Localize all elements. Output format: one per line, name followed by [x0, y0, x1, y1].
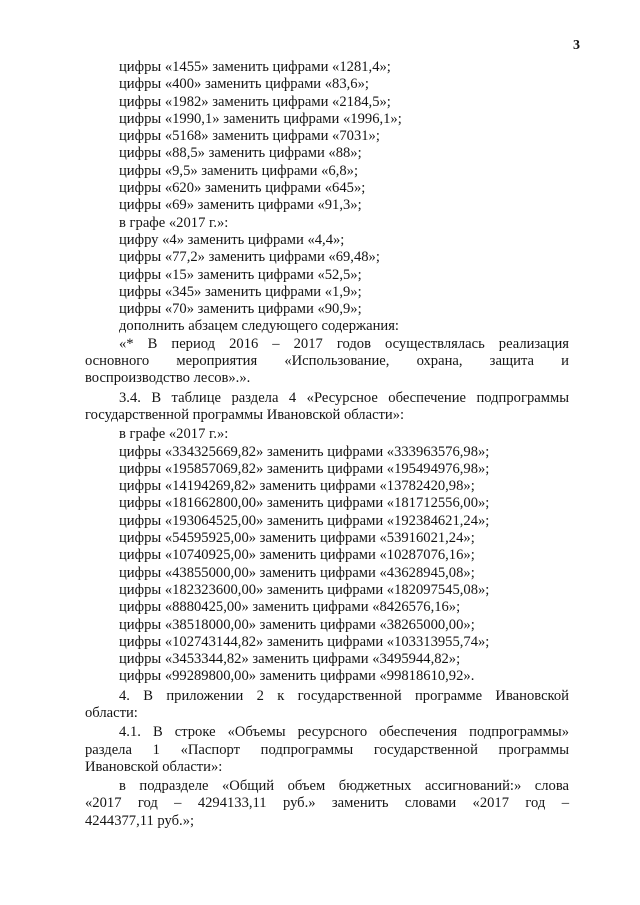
section-3-4-heading [85, 390, 569, 425]
text-line: цифры «1990,1» заменить цифрами «1996,1»; [119, 110, 402, 127]
text-line: «* В период 2016 – 2017 годов осуществлялась реализация [119, 335, 569, 352]
section-4-heading [85, 688, 569, 723]
text-line: цифры «195857069,82» заменить цифрами «195494976,98»; [119, 460, 490, 477]
text-line: основного мероприятия «Использование, охрана, защита и [85, 353, 569, 370]
page-number: 3 [573, 38, 580, 53]
text-line: 4244377,11 руб.»; [85, 812, 195, 829]
text-line: цифры «99289800,00» заменить цифрами «99818610,92». [119, 668, 475, 685]
text-line: цифры «1982» заменить цифрами «2184,5»; [119, 93, 391, 110]
text-line: области: [85, 704, 138, 721]
text-line: цифры «15» заменить цифрами «52,5»; [119, 266, 362, 283]
text-line: цифры «345» заменить цифрами «1,9»; [119, 283, 362, 300]
text-line: раздела 1 «Паспорт подпрограммы государственной программы [85, 741, 569, 758]
text-line: цифры «38518000,00» заменить цифрами «38265000,00»; [119, 616, 475, 633]
text-line: цифры «400» заменить цифрами «83,6»; [119, 76, 369, 93]
text-line: цифры «10740925,00» заменить цифрами «10287076,16»; [119, 547, 475, 564]
text-line: цифры «3453344,82» заменить цифрами «3495944,82»; [119, 651, 461, 668]
text-line: цифры «14194269,82» заменить цифрами «13782420,98»; [119, 478, 475, 495]
subsection-paragraph [85, 778, 569, 830]
text-line: цифры «334325669,82» заменить цифрами «333963576,98»; [119, 443, 490, 460]
text-line: цифру «4» заменить цифрами «4,4»; [119, 231, 345, 248]
text-line: цифры «70» заменить цифрами «90,9»; [119, 301, 362, 318]
text-line: 3.4. В таблице раздела 4 «Ресурсное обеспечение подпрограммы [119, 389, 569, 406]
text-line: цифры «620» заменить цифрами «645»; [119, 180, 366, 197]
text-line: в графе «2017 г.»: [119, 426, 229, 443]
text-line: 4. В приложении 2 к государственной программе Ивановской [119, 687, 569, 704]
text-line: цифры «9,5» заменить цифрами «6,8»; [119, 162, 359, 179]
text-line: государственной программы Ивановской области»: [85, 406, 405, 423]
text-line: цифры «181662800,00» заменить цифрами «181712556,00»; [119, 495, 490, 512]
text-line: цифры «69» заменить цифрами «91,3»; [119, 197, 362, 214]
text-line: цифры «1455» заменить цифрами «1281,4»; [119, 59, 391, 75]
text-line: в графе «2017 г.»: [119, 214, 229, 231]
text-line: цифры «8880425,00» заменить цифрами «8426576,16»; [119, 599, 461, 616]
text-line: цифры «102743144,82» заменить цифрами «103313955,74»; [119, 633, 490, 650]
text-line: цифры «43855000,00» заменить цифрами «43628945,08»; [119, 564, 475, 581]
text-line: цифры «193064525,00» заменить цифрами «192384621,24»; [119, 512, 490, 529]
text-line: цифры «77,2» заменить цифрами «69,48»; [119, 249, 380, 266]
text-line: цифры «88,5» заменить цифрами «88»; [119, 145, 362, 162]
text-line: 4.1. В строке «Объемы ресурсного обеспечения подпрограммы» [119, 724, 569, 741]
text-line: «2017 год – 4294133,11 руб.» заменить словами «2017 год – [85, 795, 569, 812]
text-line: цифры «54595925,00» заменить цифрами «53916021,24»; [119, 530, 475, 547]
text-line: дополнить абзацем следующего содержания: [119, 318, 399, 335]
text-line: Ивановской области»: [85, 758, 223, 775]
footnote-paragraph [85, 336, 569, 388]
section-4-1-paragraph [85, 724, 569, 776]
replacement-list-1 [85, 59, 569, 336]
text-line: воспроизводство лесов».». [85, 370, 251, 387]
replacement-list-2 [85, 426, 569, 685]
text-line: цифры «5168» заменить цифрами «7031»; [119, 128, 380, 145]
text-line: в подразделе «Общий объем бюджетных ассигнований:» слова [119, 778, 569, 795]
text-line: цифры «182323600,00» заменить цифрами «182097545,08»; [119, 581, 490, 598]
document-body [85, 59, 569, 830]
